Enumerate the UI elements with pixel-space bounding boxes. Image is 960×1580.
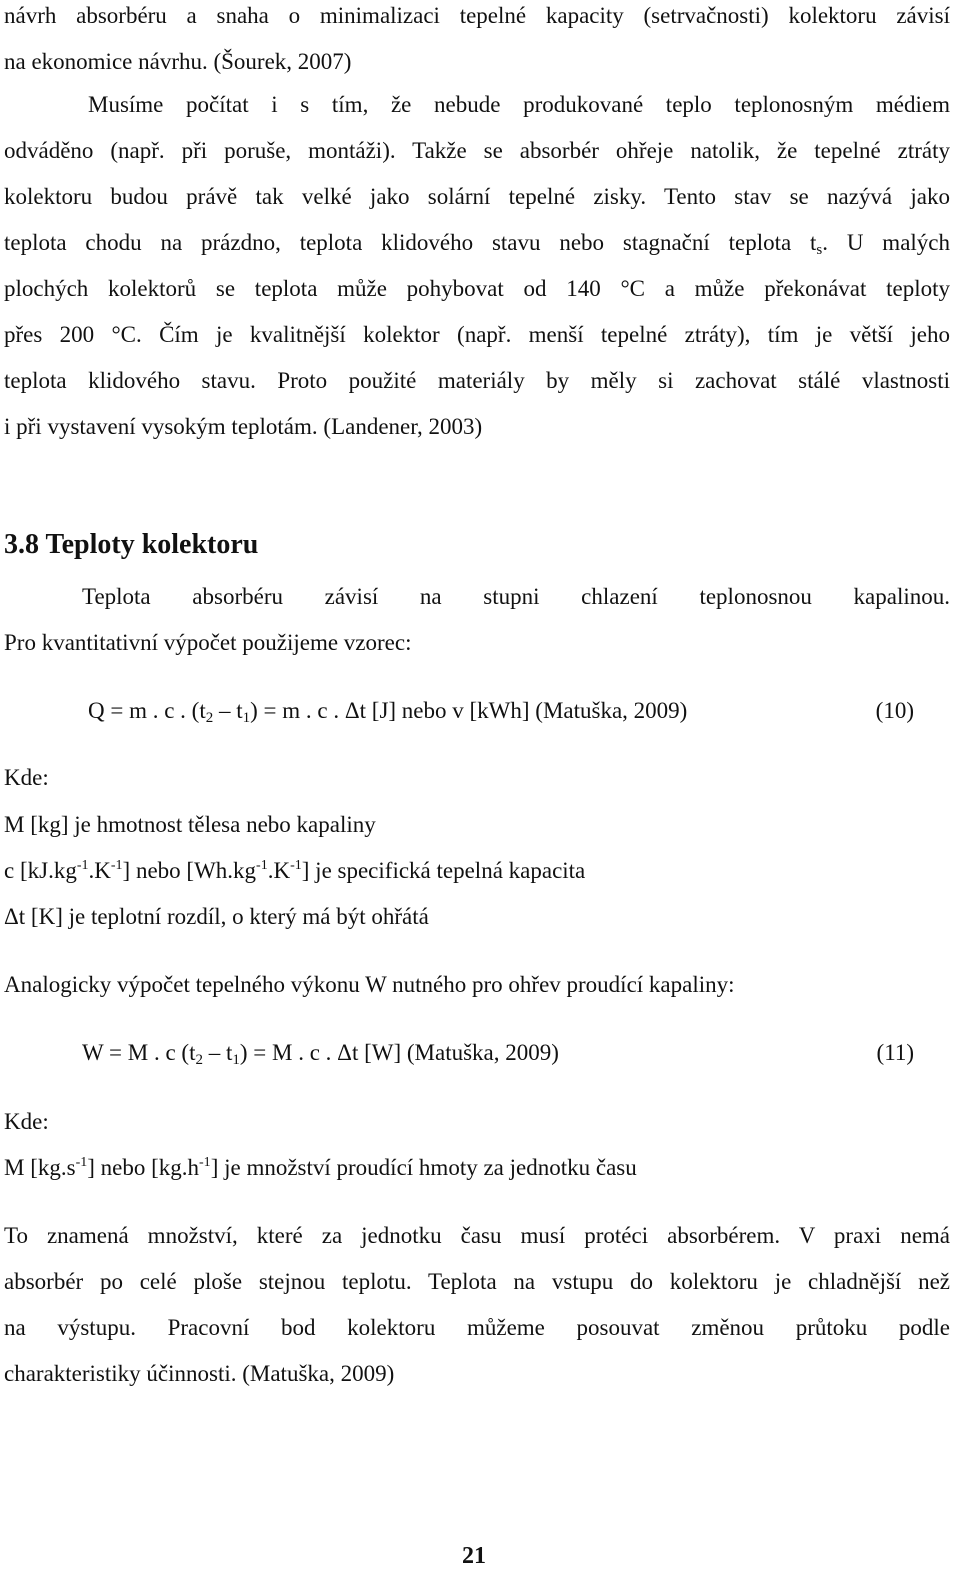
text-line: To znamená množství, které za jednotku času musí protéci absorbérem. V praxi nemá: [4, 1223, 950, 1248]
text-line: přes 200 °C. Čím je kvalitnější kolektor (např. menší tepelné ztráty), tím je větší jeho: [4, 322, 950, 347]
definition-specific-heat: c $[kJ.kg^{-1}.K^{-1}]$ nebo $[Wh.kg^{-1}.K^{-1}]$ je specifická tepelná kapacita: [4, 858, 586, 883]
text-line: odváděno (např. při poruše, montáži). Takže se absorbér ohřeje natolik, že tepelné ztráty: [4, 138, 950, 163]
text-line: i při vystavení vysokým teplotám. (Landener, 2003): [4, 414, 483, 439]
text-line: teplota klidového stavu. Proto použité materiály by měly si zachovat stálé vlastnosti: [4, 368, 950, 393]
text-line: Pro kvantitativní výpočet použijeme vzorec:: [4, 630, 412, 655]
definition-mass-flow: M $[kg.s^{-1}]$ nebo $[kg.h^{-1}]$ je množství proudící hmoty za jednotku času: [4, 1155, 637, 1180]
text-line: Teplota absorbéru závisí na stupni chlazení teplonosnou kapalinou.: [82, 584, 950, 609]
equation-formula: W = M . c $(t_2 - t_1) = M$ . c . Δt [W] (Matuška, 2009): [82, 1040, 559, 1068]
text-line: na výstupu. Pracovní bod kolektoru můžeme posouvat změnou průtoku podle: [4, 1315, 950, 1340]
analogy-sentence: Analogicky výpočet tepelného výkonu W nutného pro ohřev proudící kapaliny:: [4, 972, 735, 997]
section-heading: 3.8 Teploty kolektoru: [4, 529, 259, 560]
subscript: s: [816, 242, 823, 258]
definition-temperature-difference: Δt [K] je teplotní rozdíl, o který má být ohřátá: [4, 904, 429, 929]
text-line: charakteristiky účinnosti. (Matuška, 2009): [4, 1361, 395, 1386]
text-line: plochých kolektorů se teplota může pohybovat od 140 °C a může překonávat teploty: [4, 276, 950, 301]
where-label: Kde:: [4, 1109, 49, 1134]
equation-number: (11): [876, 1040, 914, 1065]
text-line: kolektoru budou právě tak velké jako solární tepelné zisky. Tento stav se nazývá jako: [4, 184, 950, 209]
paragraph-flow: [4, 1213, 950, 1397]
paragraph-absorber-temperature: [4, 574, 950, 666]
equation-number: (10): [875, 698, 914, 723]
equation-11: [4, 1030, 950, 1076]
text-line: teplota chodu na prázdno, teplota klidového stavu nebo stagnační teplota $t_s$. U malých: [4, 230, 951, 258]
paragraph-intro: [4, 0, 950, 85]
text-line: absorbér po celé ploše stejnou teplotu. Teplota na vstupu do kolektoru je chladnější než: [4, 1269, 950, 1294]
text-line: Musíme počítat i s tím, že nebude produkované teplo teplonosným médiem: [88, 92, 950, 117]
text-line: návrh absorbéru a snaha o minimalizaci tepelné kapacity (setrvačnosti) kolektoru závisí: [4, 3, 950, 28]
page-number: 21: [462, 1543, 486, 1569]
text-line: na ekonomice návrhu. (Šourek, 2007): [4, 49, 352, 74]
equation-10: [4, 688, 950, 734]
definition-mass: M [kg] je hmotnost tělesa nebo kapaliny: [4, 812, 376, 837]
paragraph-stagnation: [4, 82, 950, 450]
where-label: Kde:: [4, 765, 49, 790]
equation-formula: Q = m . c . $(t_2 - t_1) = m$ . c . Δt [J] nebo v [kWh] (Matuška, 2009): [88, 698, 688, 726]
